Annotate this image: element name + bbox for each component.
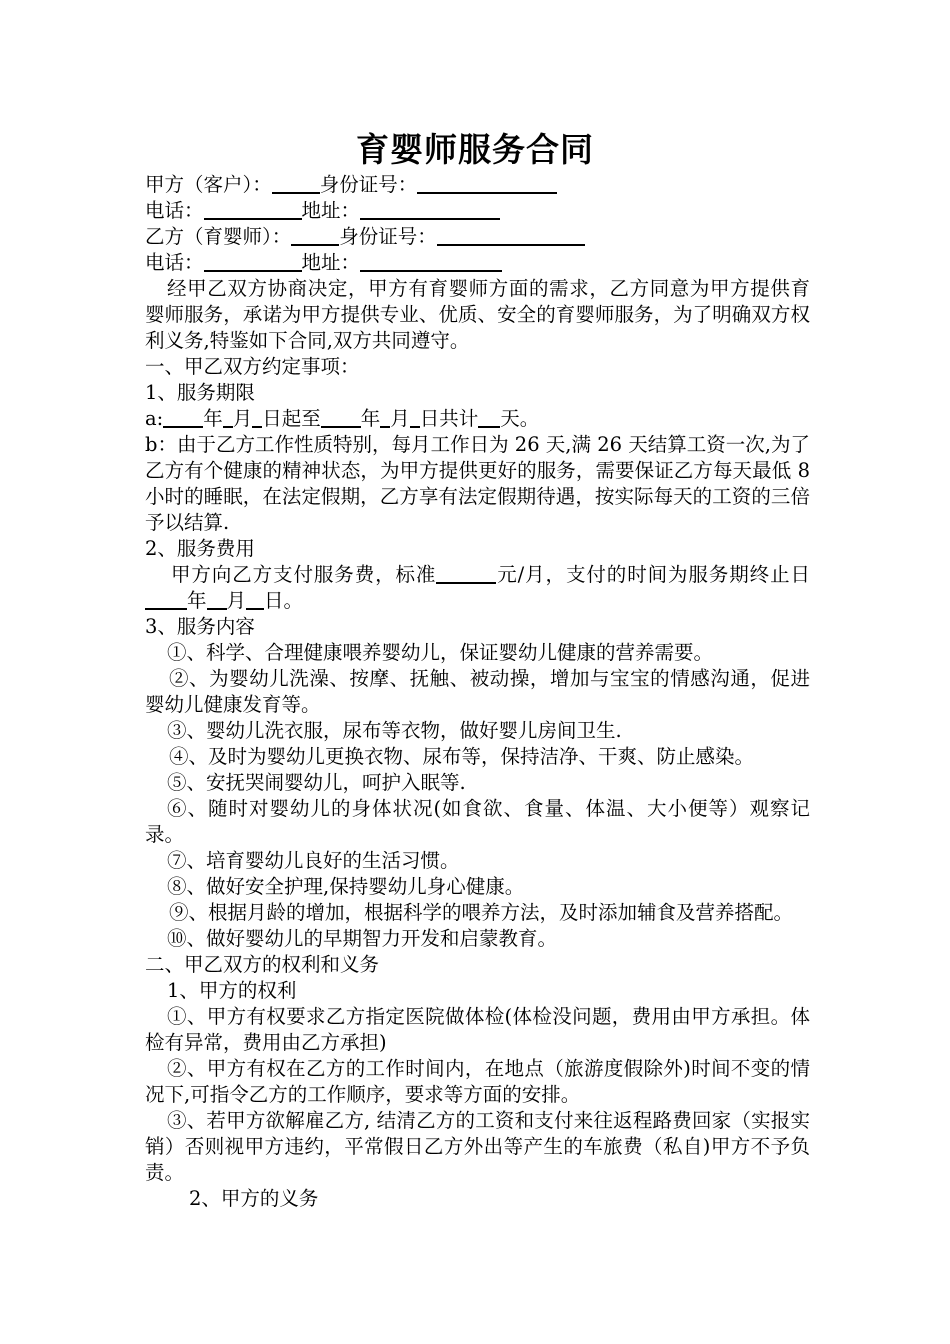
party-a-contact-line: [145, 198, 810, 224]
fee-year-blank: [145, 589, 187, 610]
fee-day-blank: [246, 589, 264, 610]
content-item-6: ⑥、随时对婴幼儿的身体状况(如食欲、食量、体温、大小便等）观察记录。: [145, 797, 810, 846]
end-month-blank: [380, 407, 390, 428]
section1-heading: 一、甲乙双方约定事项：: [145, 355, 360, 378]
party-a-rights-heading: 1、甲方的权利: [167, 979, 297, 1002]
service-fee-heading: 2、服务费用: [145, 537, 255, 560]
rights-item-3: ③、若甲方欲解雇乙方, 结清乙方的工资和支付来往返程路费回家（实报实销）否则视甲方违约，平常假日乙方外出等产生的车旅费（私自)甲方不予负责。: [145, 1109, 810, 1184]
content-item-10: ⑩、做好婴幼儿的早期智力开发和启蒙教育。: [167, 927, 558, 950]
party-a-line: [145, 172, 810, 198]
rights-item-2: ②、甲方有权在乙方的工作时间内，在地点（旅游度假除外)时间不变的情况下,可指令乙方的工作顺序，要求等方面的安排。: [145, 1057, 810, 1106]
content-item-8: ⑧、做好安全护理,保持婴幼儿身心健康。: [167, 875, 525, 898]
contract-body: [145, 172, 810, 1212]
fee-amount-blank: [436, 563, 496, 584]
party-a-duties-heading: 2、甲方的义务: [189, 1187, 319, 1210]
intro-paragraph: 经甲乙双方协商决定，甲方有育婴师方面的需求，乙方同意为甲方提供育婴师服务，承诺为甲方提供专业、优质、安全的育婴师服务，为了明确双方权利义务,特鉴如下合同,双方共同遵守。: [145, 277, 810, 352]
party-a-phone-label: 电话：: [145, 199, 204, 222]
start-month-blank: [223, 407, 233, 428]
section2-heading: 二、甲乙双方的权利和义务: [145, 953, 380, 976]
party-b-address-label: 地址：: [301, 251, 361, 274]
party-b-address-blank: [360, 251, 502, 272]
content-item-9: ⑨、根据月龄的增加，根据科学的喂养方法，及时添加辅食及营养搭配。: [169, 901, 794, 924]
party-a-id-blank: [417, 173, 557, 194]
document-title: 育婴师服务合同: [356, 130, 594, 169]
content-item-2: ②、为婴幼儿洗澡、按摩、抚触、被动操，增加与宝宝的情感沟通，促进婴幼儿健康发育等。: [145, 667, 810, 716]
service-fee-paragraph: 甲方向乙方支付服务费，标准 元/月，支付的时间为服务期终止日年 月 日。: [145, 562, 810, 614]
content-item-5: ⑤、安抚哭闹婴幼儿，呵护入眠等.: [167, 771, 466, 794]
service-term-a: a: 年 月 日起至 年 月 日共计 天。: [145, 407, 540, 430]
content-item-4: ④、及时为婴幼儿更换衣物、尿布等，保持洁净、干爽、防止感染。: [169, 745, 755, 768]
party-b-id-label: 身份证号：: [339, 225, 437, 248]
start-year-blank: [163, 407, 203, 428]
end-day-blank: [410, 407, 420, 428]
party-a-phone-blank: [204, 199, 302, 220]
rights-item-1: ①、甲方有权要求乙方指定医院做体检(体检没问题，费用由甲方承担。体检有异常，费用由乙方承担): [145, 1005, 810, 1054]
service-term-heading: 1、服务期限: [145, 381, 255, 404]
party-b-id-blank: [437, 225, 585, 246]
service-term-b: b：由于乙方工作性质特别，每月工作日为 26 天,满 26 天结算工资一次,为了乙方有个健康的精神状态，为甲方提供更好的服务，需要保证乙方每天最低 8 小时的睡眠，在法定假期，乙方享有法定假期待遇，按实际每天的工资的三倍予以结算.: [145, 433, 810, 534]
total-days-blank: [478, 407, 500, 428]
party-a-address-blank: [360, 199, 500, 220]
party-b-name-blank: [291, 225, 339, 246]
service-content-heading: 3、服务内容: [145, 615, 255, 638]
party-b-label: 乙方（育婴师）：: [145, 225, 292, 248]
party-b-line: [145, 224, 810, 250]
party-b-contact-line: [145, 250, 810, 276]
party-a-id-label: 身份证号：: [319, 173, 418, 196]
content-item-7: ⑦、培育婴幼儿良好的生活习惯。: [167, 849, 460, 872]
content-item-1: ①、科学、合理健康喂养婴幼儿，保证婴幼儿健康的营养需要。: [167, 641, 714, 664]
party-a-label: 甲方（客户）：: [145, 173, 272, 196]
start-day-blank: [252, 407, 262, 428]
party-a-address-label: 地址：: [301, 199, 361, 222]
party-a-name-blank: [272, 173, 320, 194]
fee-month-blank: [207, 589, 227, 610]
end-year-blank: [321, 407, 361, 428]
party-b-phone-blank: [204, 251, 302, 272]
content-item-3: ③、婴幼儿洗衣服，尿布等衣物，做好婴儿房间卫生.: [167, 719, 622, 742]
party-b-phone-label: 电话：: [145, 251, 204, 274]
